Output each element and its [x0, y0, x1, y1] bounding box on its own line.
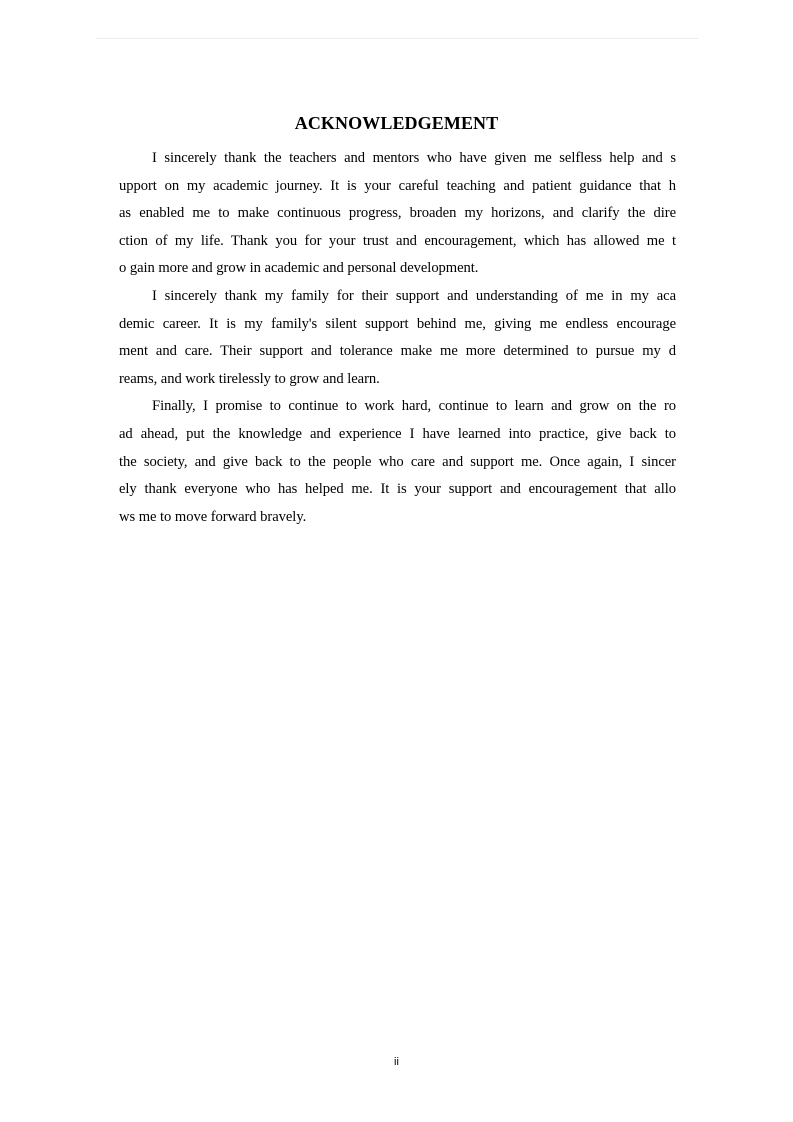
paragraph-line: o gain more and grow in academic and personal development.	[119, 260, 479, 277]
paragraph-line: ad ahead, put the knowledge and experience I have learned into practice, give back to	[119, 425, 676, 442]
paragraph-line: ely thank everyone who has helped me. It is your support and encouragement that allo	[119, 481, 676, 498]
paragraph-line: ws me to move forward bravely.	[119, 508, 307, 525]
paragraph-line: reams, and work tirelessly to grow and learn.	[119, 370, 380, 387]
paragraph-2	[119, 283, 676, 393]
paragraph-line: upport on my academic journey. It is your careful teaching and patient guidance that h	[119, 177, 676, 194]
paragraph-line: Finally, I promise to continue to work hard, continue to learn and grow on the ro	[152, 398, 676, 415]
page-title: ACKNOWLEDGEMENT	[294, 113, 499, 133]
paragraph-1	[119, 145, 676, 283]
paragraph-line: ction of my life. Thank you for your trust and encouragement, which has allowed me t	[119, 232, 676, 249]
paragraph-3	[119, 393, 676, 531]
paragraph-line: I sincerely thank the teachers and mentors who have given me selfless help and s	[152, 150, 676, 166]
paragraph-line: the society, and give back to the people who care and support me. Once again, I sincer	[119, 453, 676, 470]
document-body	[119, 145, 676, 531]
header-rule	[96, 38, 698, 39]
paragraph-line: ment and care. Their support and tolerance make me more determined to pursue my d	[119, 343, 676, 360]
paragraph-line: as enabled me to make continuous progress, broaden my horizons, and clarify the dire	[119, 205, 676, 222]
paragraph-line: I sincerely thank my family for their support and understanding of me in my aca	[152, 287, 676, 304]
paragraph-line: demic career. It is my family's silent support behind me, giving me endless encourage	[119, 315, 676, 332]
page-number: ii	[394, 1056, 399, 1068]
